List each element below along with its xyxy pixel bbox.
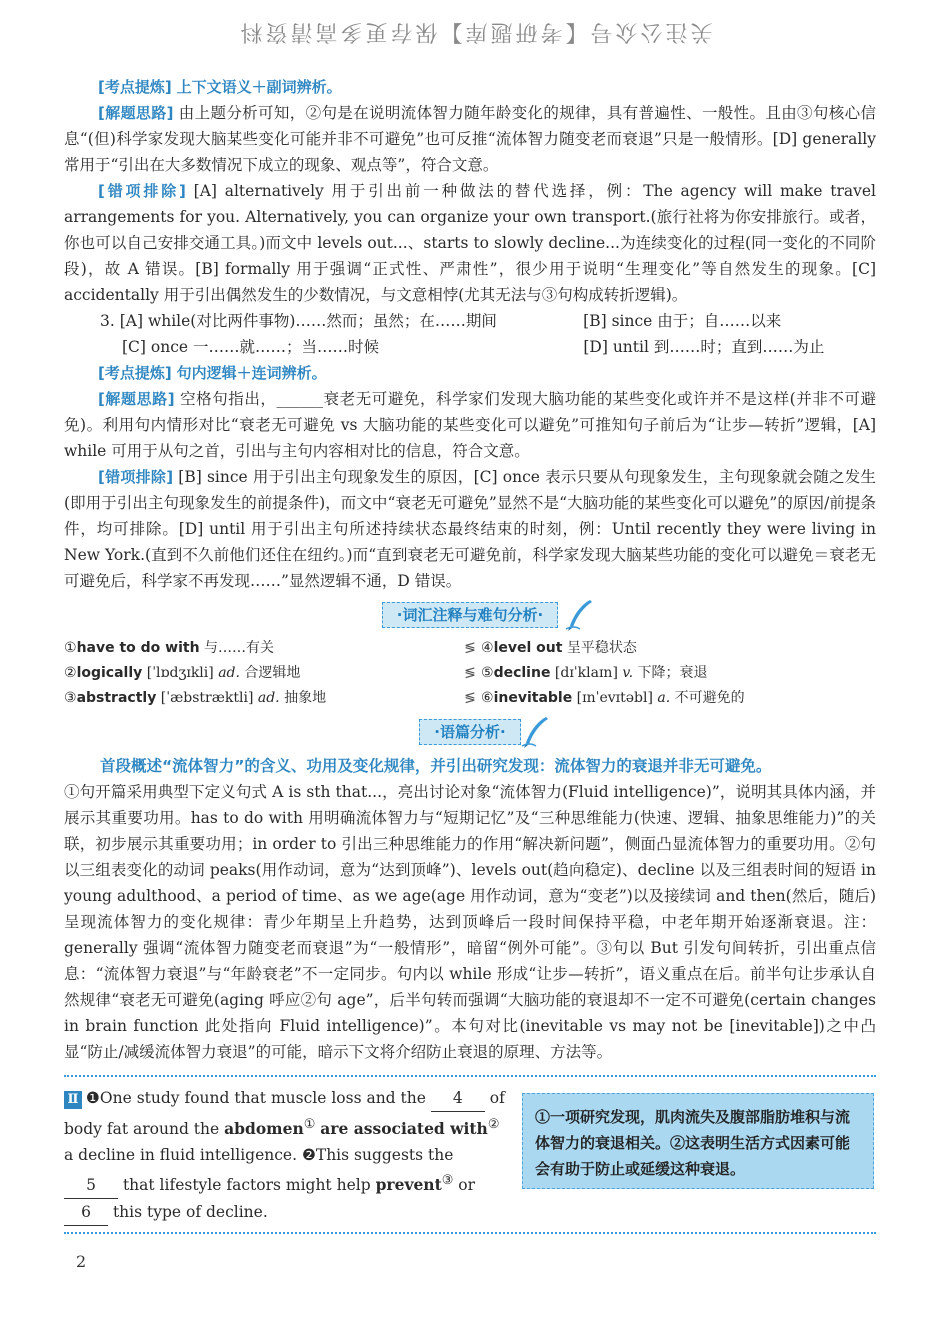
- watermark: 关注公众号【考研题库】保存更多高清资料: [237, 19, 713, 44]
- vocab-word: abstractly: [76, 690, 157, 706]
- cuoxiang-tag: [错项排除]: [98, 182, 186, 200]
- cuoxiang-tag: [错项排除]: [98, 468, 174, 486]
- separator-glyph: ≶: [464, 640, 476, 656]
- vocab-banner-wrap: [64, 598, 876, 634]
- vocab-word: level out: [493, 640, 563, 656]
- kaodian-tag: [考点提炼]: [98, 364, 172, 382]
- vocab-meaning: 合逻辑地: [244, 665, 301, 681]
- vocab-item: ①have to do with 与……有关: [64, 640, 275, 656]
- page-number: 2: [76, 1252, 87, 1271]
- vocab-phonetic: [ˈlɒdʒɪkli]: [146, 665, 214, 681]
- jieti-tag: [解题思路]: [98, 390, 175, 408]
- yupian-lead: 首段概述“流体智力”的含义、功用及变化规律，并引出研究发现：流体智力的衰退并非无可避免。: [100, 757, 772, 775]
- kaodian-text: 句内逻辑＋连词辨析。: [176, 364, 327, 382]
- vocab-pos: ad.: [218, 665, 240, 681]
- vocab-pos: ad.: [257, 690, 280, 706]
- separator-glyph: ≶: [464, 665, 476, 681]
- keyword-associated-with: are associated with: [320, 1119, 488, 1139]
- section-divider-top: [64, 1075, 876, 1077]
- section-number-badge: Ⅱ: [64, 1091, 82, 1109]
- section-divider-bottom: [64, 1232, 876, 1234]
- vocab-meaning: 抽象地: [284, 690, 327, 706]
- kaodian-text: 上下文语义＋副词辨析。: [176, 78, 342, 96]
- vocab-meaning: 与……有关: [204, 640, 275, 656]
- kaodian-tag: [考点提炼]: [98, 78, 172, 96]
- vocab-pos: a.: [657, 690, 671, 706]
- translation-box: ①一项研究发现，肌肉流失及腹部脂肪堆积与流体智力的衰退相关。②这表明生活方式因素可能会有助于防止或延缓这种衰退。: [522, 1093, 874, 1189]
- keyword-abdomen: abdomen: [224, 1119, 304, 1139]
- q3-row-1: [64, 308, 876, 334]
- blank-5[interactable]: 5: [64, 1172, 118, 1199]
- yupian-banner: ·语篇分析·: [419, 719, 520, 745]
- cuoxiang-1: [64, 178, 876, 308]
- kaodian-2: [64, 360, 876, 386]
- vocab-pos: v.: [622, 665, 634, 681]
- jieti-2: [64, 386, 876, 464]
- vocab-row-1: [64, 636, 876, 661]
- vocab-banner: ·词汇注释与难句分析·: [382, 602, 558, 628]
- vocab-meaning: 呈平稳状态: [566, 640, 637, 656]
- vocab-row-3: [64, 686, 876, 711]
- blank-4[interactable]: 4: [431, 1085, 485, 1112]
- page-content: [64, 74, 876, 1234]
- vocab-meaning: 下降；衰退: [637, 665, 708, 681]
- vocab-word: inevitable: [493, 690, 573, 706]
- vocab-row-2: [64, 661, 876, 686]
- vocab-phonetic: [ɪnˈevɪtəbl]: [576, 690, 653, 706]
- vocab-word: have to do with: [76, 640, 200, 656]
- yupian-banner-wrap: [64, 715, 876, 751]
- quill-pen-icon: [520, 715, 550, 749]
- section-2-passage: Ⅱ ❶One study found that muscle loss and the 4 of body fat around the abdomen① are associated with② a decline in fluid intelligence. ❷This suggests the 5 that lifestyle factors might help prevent③ or 6 this type of decline.: [64, 1085, 512, 1226]
- keyword-prevent: prevent: [375, 1175, 442, 1195]
- vocab-item: ②logically [ˈlɒdʒɪkli] ad. 合逻辑地: [64, 665, 301, 681]
- vocab-item: ③abstractly [ˈæbstræktli] ad. 抽象地: [64, 690, 327, 706]
- vocab-item: ④level out 呈平稳状态: [481, 640, 637, 656]
- vocab-phonetic: [ˈæbstræktli]: [160, 690, 254, 706]
- vocab-phonetic: [dɪˈklaɪn]: [554, 665, 618, 681]
- yupian-body: ①句开篇采用典型下定义句式 A is sth that...，亮出讨论对象“流体智力(Fluid intelligence)”，说明其具体内涵，并展示其重要功用。has to do with 用明确流体智力与“短期记忆”及“三种思维能力(快速、逻辑、抽象思维能力)”的关联，初步展示其重要功用；in order to 引出三种思维能力的作用“解决新问题”，侧面凸显流体智力的重要功用。②句以三组表变化的动词 peaks(用作动词，意为“达到顶峰”)、levels out(趋向稳定)、decline 以及三组表时间的短语 in young adulthood、a period of time、as we age(age 用作动词，意为“变老”)以及接续词 and then(然后，随后)呈现流体智力的变化规律：青少年期呈上升趋势，达到顶峰后一段时间保持平稳，中老年期开始逐渐衰退。注：generally 强调“流体智力随变老而衰退”为“一般情形”，暗留“例外可能”。③句以 But 引发句间转折，引出重点信息：“流体智力衰退”与“年龄衰老”不一定同步。句内以 while 形成“让步—转折”，语义重点在后。前半句让步承认自然规律“衰老无可避免(aging 呼应②句 age”，后半句转而强调“大脑功能的衰退却不一定不可避免(certain changes in brain function 此处指向 Fluid intelligence)”。本句对比(inevitable vs may not be [inevitable])之中凸显“防止/减缓流体智力衰退”的可能，暗示下文将介绍防止衰退的原理、方法等。: [64, 783, 876, 1061]
- separator-glyph: ≶: [464, 690, 476, 706]
- section-2: [64, 1085, 876, 1226]
- jieti-text: 由上题分析可知，②句是在说明流体智力随年龄变化的规律，具有普遍性、一般性。且由③句核心信息“(但)科学家发现大脑某些变化可能并非不可避免”也可反推“流体智力随变老而衰退”只是一般情形。[D] generally 常用于“引出在大多数情况下成立的现象、观点等”，符合文意。: [64, 104, 876, 174]
- vocab-word: logically: [76, 665, 143, 681]
- q3-option-d: [D] until 到……时；直到……为止: [583, 338, 825, 356]
- question-number: 3.: [100, 312, 115, 330]
- vocab-item: ⑥inevitable [ɪnˈevɪtəbl] a. 不可避免的: [481, 690, 745, 706]
- q3-option-a: [100, 308, 583, 334]
- blank-6[interactable]: 6: [64, 1199, 108, 1226]
- vocab-meaning: 不可避免的: [674, 690, 745, 706]
- jieti-1: [64, 100, 876, 178]
- vocab-item: ⑤decline [dɪˈklaɪn] v. 下降；衰退: [481, 665, 708, 681]
- option-a-text: [A] while(对比两件事物)……然而；虽然；在……期间: [119, 312, 497, 330]
- vocab-word: decline: [493, 665, 551, 681]
- kaodian-1: [64, 74, 876, 100]
- sentence-marker: ❶: [86, 1089, 100, 1107]
- q3-row-2: [64, 334, 876, 360]
- jieti-tag: [解题思路]: [98, 104, 174, 122]
- jieti-text: 空格句指出，______衰老无可避免，科学家们发现大脑功能的某些变化或许并不是这样(并非不可避免)。利用句内情形对比“衰老无可避免 vs 大脑功能的某些变化可以避免”可推知句子前后为“让步—转折”逻辑，[A] while 可用于从句之首，引出与主句内容相对比的信息，符合文意。: [64, 390, 876, 460]
- quill-pen-icon: [564, 598, 594, 632]
- q3-option-c: [C] once 一……就……；当……时候: [122, 338, 379, 356]
- cuoxiang-2: [64, 464, 876, 594]
- cuoxiang-text: [A] alternatively 用于引出前一种做法的替代选择，例：The agency will make travel arrangements for you. Alternatively, you can organize your own transport.(旅行社将为你安排旅行。或者，你也可以自己安排交通工具。)而文中 levels out...、starts to slowly decline...为连续变化的过程(同一变化的不同阶段)，故 A 错误。[B] formally 用于强调“正式性、严肃性”，很少用于说明“生理变化”等自然发生的现象。[C] accidentally 用于引出偶然发生的少数情况，与文意相悖(尤其无法与③句构成转折逻辑)。: [64, 182, 876, 304]
- q3-option-b: [B] since 由于；自……以来: [583, 312, 782, 330]
- cuoxiang-text: [B] since 用于引出主句现象发生的原因，[C] once 表示只要从句现象发生，主句现象就会随之发生(即用于引出主句现象发生的前提条件)，而文中“衰老无可避免”显然不是“大脑功能的某些变化可以避免”的原因/前提条件，均可排除。[D] until 用于引出主句所述持续状态最终结束的时刻，例：Until recently they were living in New York.(直到不久前他们还住在纽约。)而“直到衰老无可避免前，科学家发现大脑某些功能的变化可以避免＝衰老无可避免后，科学家不再发现……”显然逻辑不通，D 错误。: [64, 468, 876, 590]
- sentence-marker: ❷: [301, 1146, 316, 1165]
